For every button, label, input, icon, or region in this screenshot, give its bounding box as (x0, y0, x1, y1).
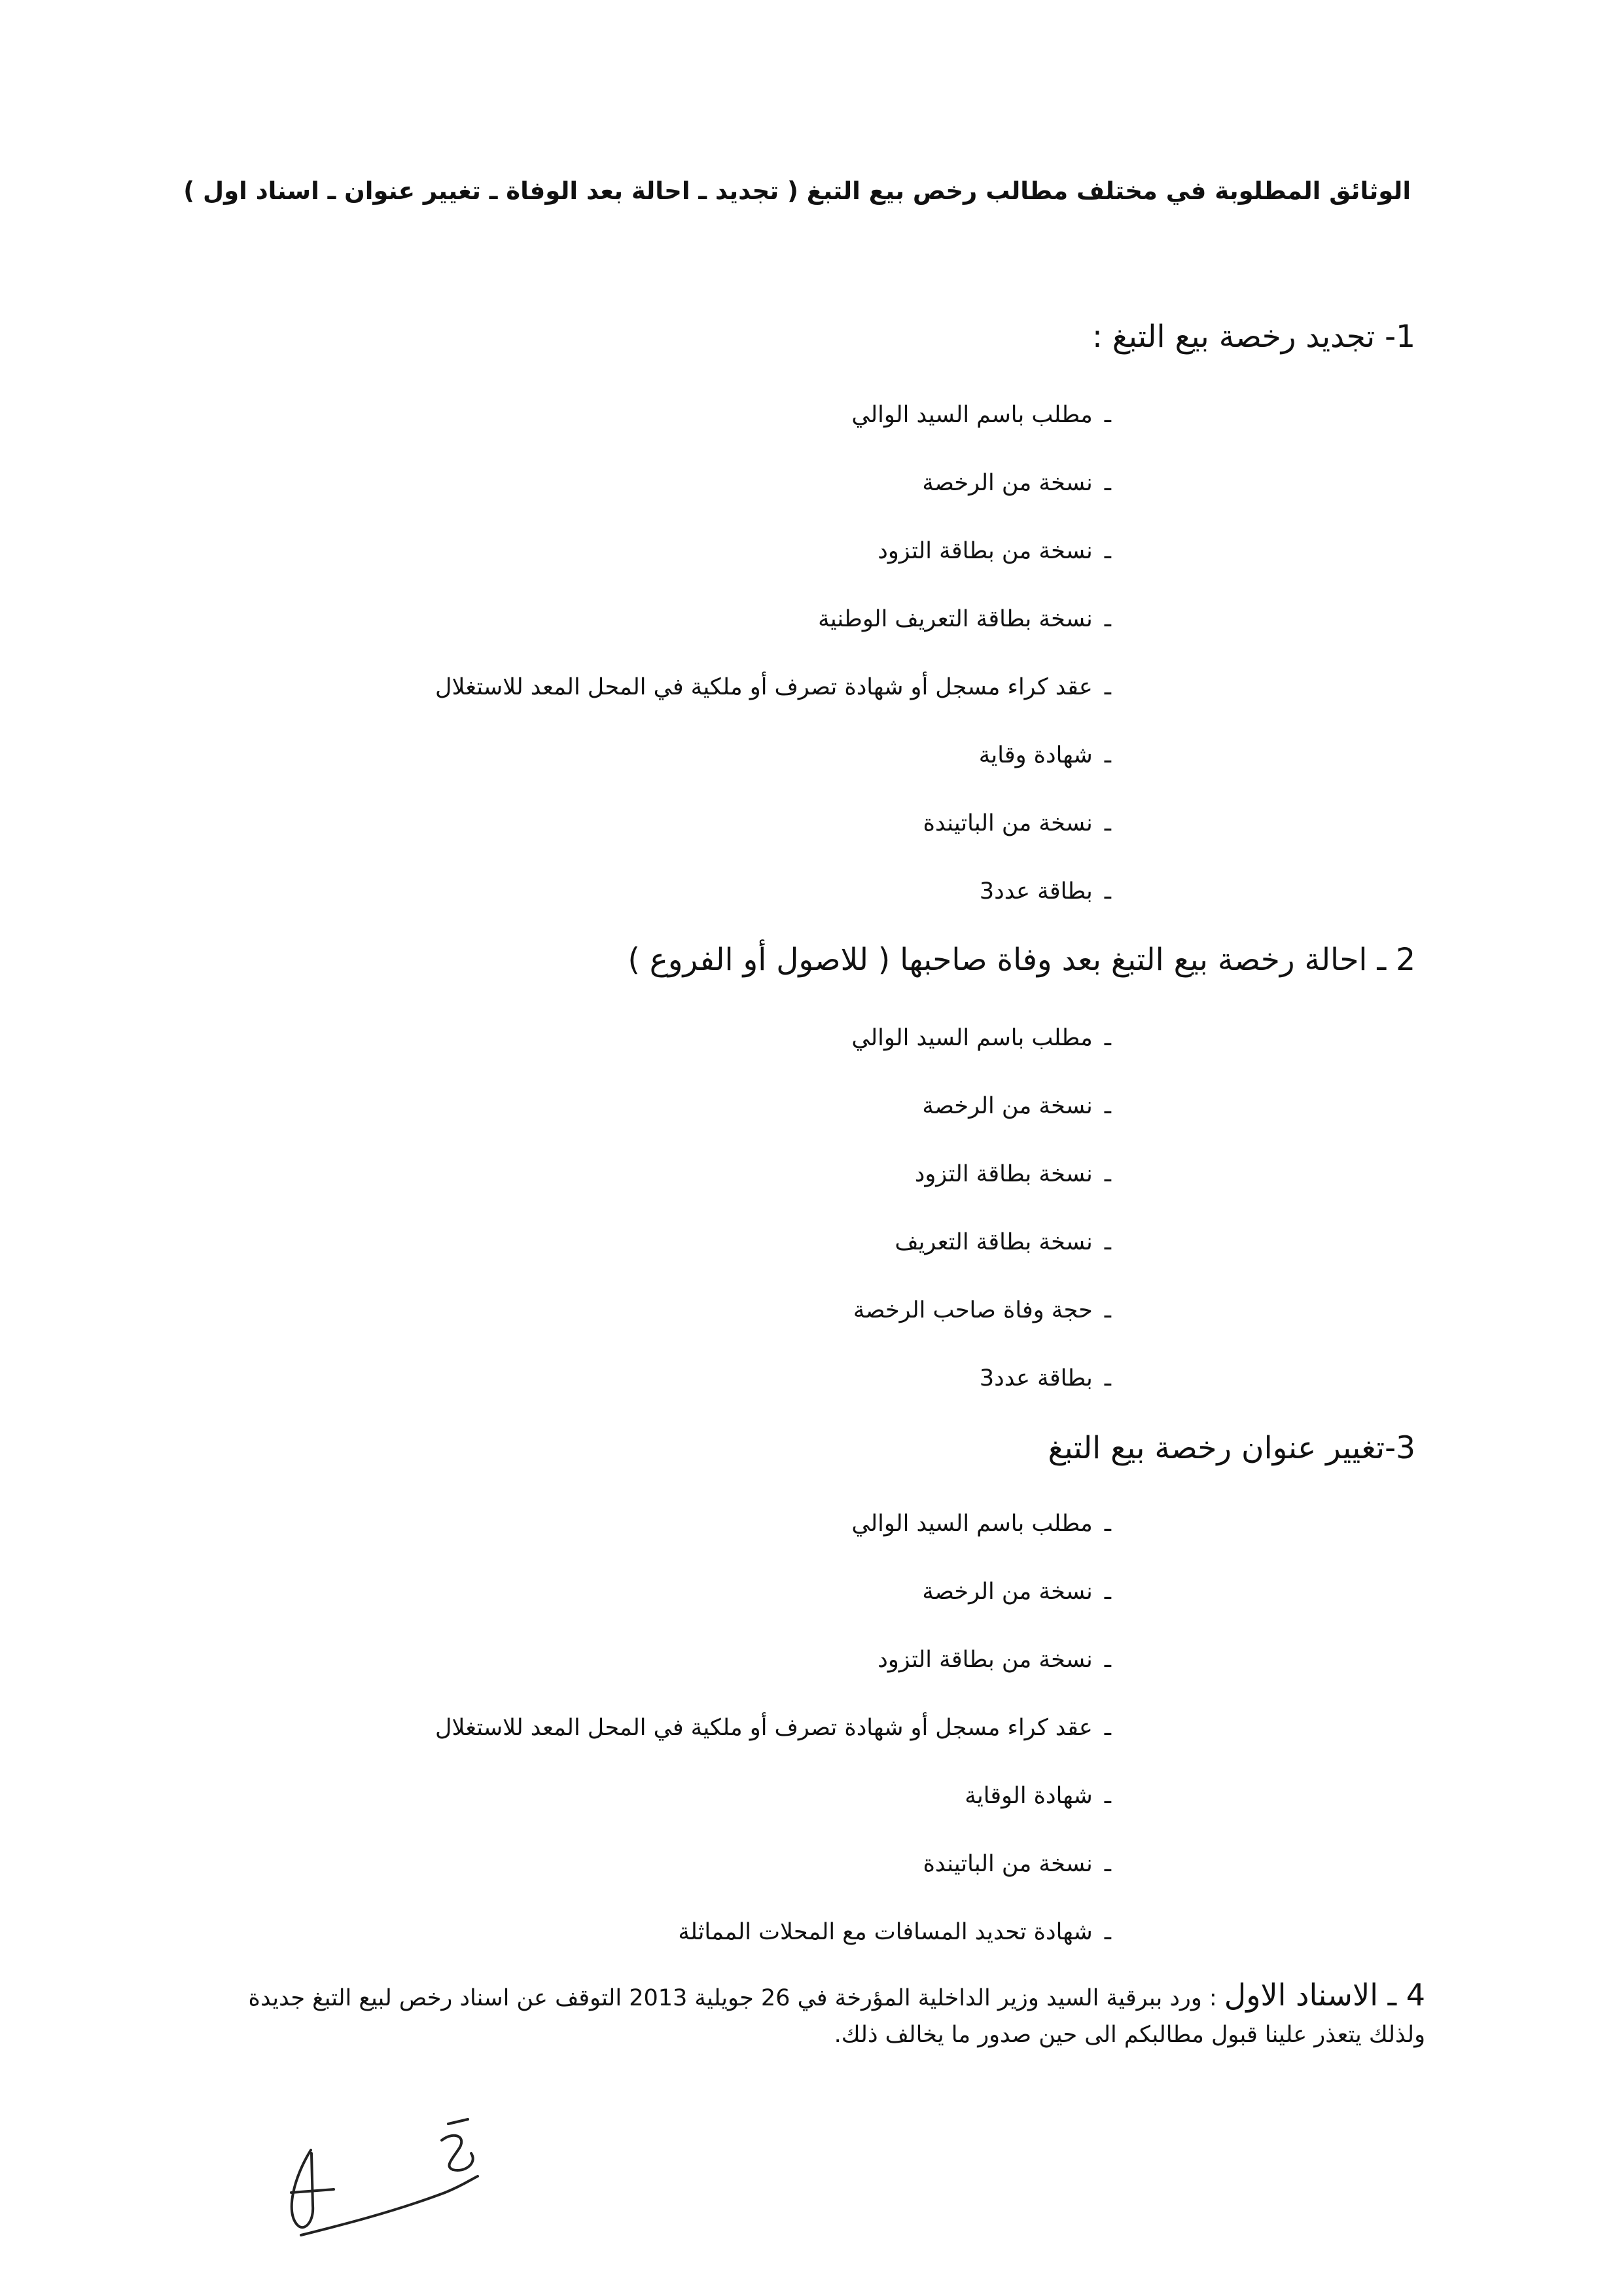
bullet-dash: ـ (1104, 1511, 1111, 1537)
list-item-text: مطلب باسم السيد الوالي (851, 1511, 1093, 1537)
list-item-text: نسخة من الرخصة (922, 470, 1093, 496)
list-item (260, 874, 1111, 908)
bullet-dash: ـ (1104, 1093, 1111, 1119)
closing-text: : ورد ببرقية السيد وزير الداخلية المؤرخة في 26 جويلية 2013 التوقف عن اسناد رخص لبيع التبغ جديدة ولذلك يتعذر علينا قبول مطالبكم الى حين صدور ما يخالف ذلك. (248, 1985, 1425, 2048)
list-item-text: نسخة بطاقة التعريف (895, 1229, 1093, 1255)
list-item (260, 398, 1111, 432)
section-3-heading: 3-تغيير عنوان رخصة بيع التبغ (1048, 1430, 1415, 1466)
list-item-text: شهادة الوقاية (965, 1783, 1093, 1809)
section-1-heading: 1- تجديد رخصة بيع التبغ : (1092, 319, 1415, 355)
list-item-text: عقد كراء مسجل أو شهادة تصرف أو ملكية في المحل المعد للاستغلال (435, 674, 1093, 700)
bullet-dash: ـ (1104, 1161, 1111, 1187)
list-item (260, 1293, 1111, 1327)
list-item (260, 1643, 1111, 1677)
list-item-text: نسخة من الرخصة (922, 1579, 1093, 1605)
list-item (260, 602, 1111, 636)
closing-paragraph (195, 1977, 1425, 2053)
list-item-text: نسخة من بطاقة التزود (878, 538, 1093, 564)
bullet-dash: ـ (1104, 1025, 1111, 1051)
bullet-dash: ـ (1104, 402, 1111, 428)
bullet-dash: ـ (1104, 470, 1111, 496)
section-2-heading: 2 ـ احالة رخصة بيع التبغ بعد وفاة صاحبها ( للاصول أو الفروع ) (628, 942, 1415, 978)
bullet-dash: ـ (1104, 606, 1111, 632)
list-item (260, 1915, 1111, 1949)
bullet-dash: ـ (1104, 674, 1111, 700)
list-item (260, 1361, 1111, 1395)
list-item-text: نسخة من الرخصة (922, 1093, 1093, 1119)
bullet-dash: ـ (1104, 1783, 1111, 1809)
list-item-text: شهادة وقاية (978, 742, 1093, 768)
section-1-list (260, 398, 1111, 942)
list-item (260, 466, 1111, 500)
bullet-dash: ـ (1104, 1715, 1111, 1741)
bullet-dash: ـ (1104, 1647, 1111, 1673)
list-item (260, 534, 1111, 568)
bullet-dash: ـ (1104, 1851, 1111, 1877)
bullet-dash: ـ (1104, 1297, 1111, 1323)
list-item (260, 1021, 1111, 1055)
bullet-dash: ـ (1104, 878, 1111, 905)
list-item (260, 1089, 1111, 1123)
signature-stroke (301, 2176, 478, 2235)
bullet-dash: ـ (1104, 1919, 1111, 1945)
list-item-text: شهادة تحديد المسافات مع المحلات المماثلة (678, 1919, 1093, 1945)
list-item (260, 1507, 1111, 1541)
signature-stroke (448, 2119, 468, 2124)
list-item-text: نسخة من الباتيندة (923, 1851, 1093, 1877)
list-item-text: مطلب باسم السيد الوالي (851, 402, 1093, 428)
signature-stroke (291, 2189, 334, 2193)
list-item (260, 1711, 1111, 1745)
bullet-dash: ـ (1104, 810, 1111, 836)
list-item (260, 1575, 1111, 1609)
bullet-dash: ـ (1104, 1579, 1111, 1605)
list-item (260, 1847, 1111, 1881)
list-item (260, 1225, 1111, 1259)
list-item (260, 1157, 1111, 1191)
list-item (260, 1779, 1111, 1813)
document-title: الوثائق المطلوبة في مختلف مطالب رخص بيع التبغ ( تجديد ـ احالة بعد الوفاة ـ تغيير عنوان ـ اسناد اول ) (183, 177, 1411, 205)
list-item-text: نسخة من بطاقة التزود (878, 1647, 1093, 1673)
list-item (260, 670, 1111, 704)
bullet-dash: ـ (1104, 1229, 1111, 1255)
section-2-list (260, 1021, 1111, 1429)
bullet-dash: ـ (1104, 1365, 1111, 1391)
list-item-text: حجة وفاة صاحب الرخصة (853, 1297, 1093, 1323)
signature-stroke (292, 2150, 313, 2227)
list-item (260, 806, 1111, 840)
list-item-text: عقد كراء مسجل أو شهادة تصرف أو ملكية في المحل المعد للاستغلال (435, 1715, 1093, 1741)
list-item-text: نسخة من الباتيندة (923, 810, 1093, 836)
bullet-dash: ـ (1104, 538, 1111, 564)
list-item-text: بطاقة عدد3 (979, 1365, 1093, 1391)
section-3-list (260, 1507, 1111, 1983)
closing-heading: 4 ـ الاسناد الاول (1224, 1977, 1425, 2013)
list-item (260, 738, 1111, 772)
list-item-text: نسخة بطاقة التعريف الوطنية (818, 606, 1093, 632)
list-item-text: نسخة بطاقة التزود (914, 1161, 1093, 1187)
list-item-text: مطلب باسم السيد الوالي (851, 1025, 1093, 1051)
signature-stroke (442, 2136, 473, 2170)
bullet-dash: ـ (1104, 742, 1111, 768)
handwritten-signature (281, 2114, 497, 2245)
list-item-text: بطاقة عدد3 (979, 878, 1093, 905)
